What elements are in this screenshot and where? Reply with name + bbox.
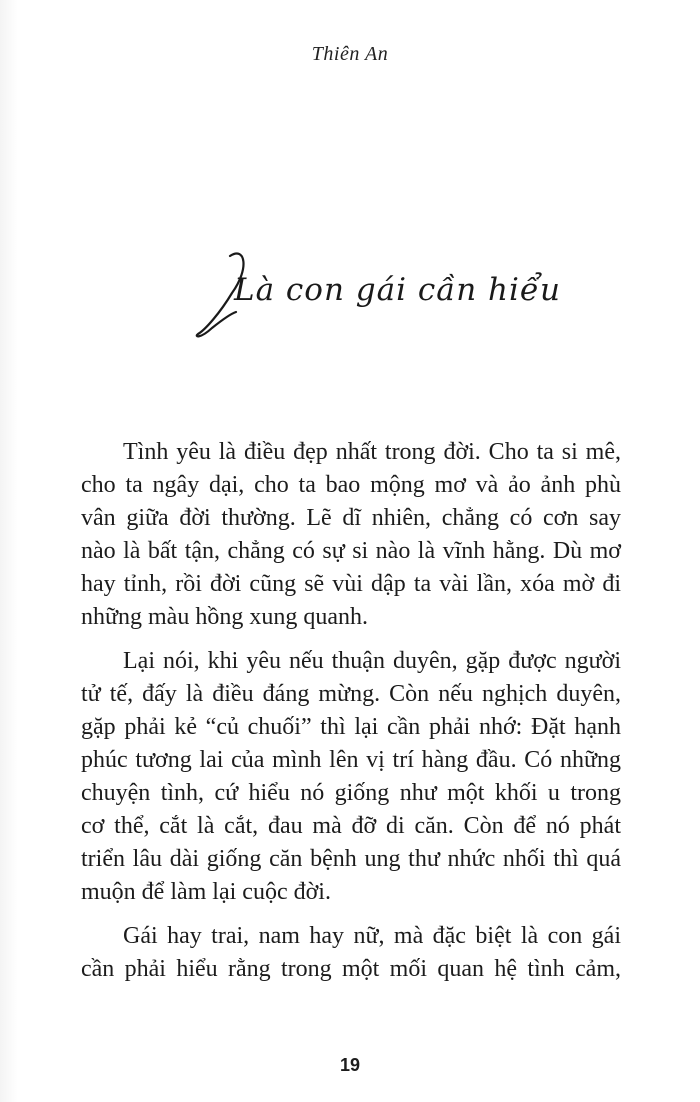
- text-line: chuyện tình, cứ hiểu nó giống như một khối u trong: [81, 780, 621, 806]
- text-line: cho ta ngây dại, cho ta bao mộng mơ và ảo ảnh phù: [81, 472, 621, 498]
- text-line: vân giữa đời thường. Lẽ dĩ nhiên, chẳng có cơn say: [81, 505, 621, 531]
- text-line: Tình yêu là điều đẹp nhất trong đời. Cho ta si mê,: [123, 439, 621, 465]
- chapter-title: [190, 238, 561, 348]
- text-line: nào là bất tận, chẳng có sự si nào là vĩnh hằng. Dù mơ: [81, 538, 621, 564]
- text-line: Lại nói, khi yêu nếu thuận duyên, gặp được người: [123, 648, 621, 674]
- body-text: [81, 436, 621, 997]
- text-line: cơ thể, cắt là cắt, đau mà đỡ di căn. Còn để nó phát: [81, 813, 621, 839]
- text-line: những màu hồng xung quanh.: [81, 604, 368, 630]
- running-head-author: Thiên An: [311, 43, 389, 65]
- text-line: Gái hay trai, nam hay nữ, mà đặc biệt là con gái: [123, 923, 621, 949]
- chapter-title-script: [190, 238, 561, 348]
- text-line: cần phải hiểu rằng trong một mối quan hệ tình cảm,: [81, 956, 621, 982]
- page-number: 19: [339, 1055, 361, 1075]
- paragraph-3: [81, 920, 621, 986]
- text-line: gặp phải kẻ “củ chuối” thì lại cần phải nhớ: Đặt hạnh: [81, 714, 621, 740]
- paragraph-1: [81, 436, 621, 634]
- paragraph-2: [81, 645, 621, 909]
- chapter-title-text: Là con gái cần hiểu: [234, 272, 561, 308]
- text-line: muộn để làm lại cuộc đời.: [81, 879, 331, 905]
- text-line: phúc tương lai của mình lên vị trí hàng đầu. Có những: [81, 747, 621, 773]
- text-line: hay tỉnh, rồi đời cũng sẽ vùi dập ta vài lần, xóa mờ đi: [81, 571, 621, 597]
- text-line: triển lâu dài giống căn bệnh ung thư nhức nhối thì quá: [81, 846, 621, 872]
- text-line: tử tế, đấy là điều đáng mừng. Còn nếu nghịch duyên,: [81, 681, 621, 707]
